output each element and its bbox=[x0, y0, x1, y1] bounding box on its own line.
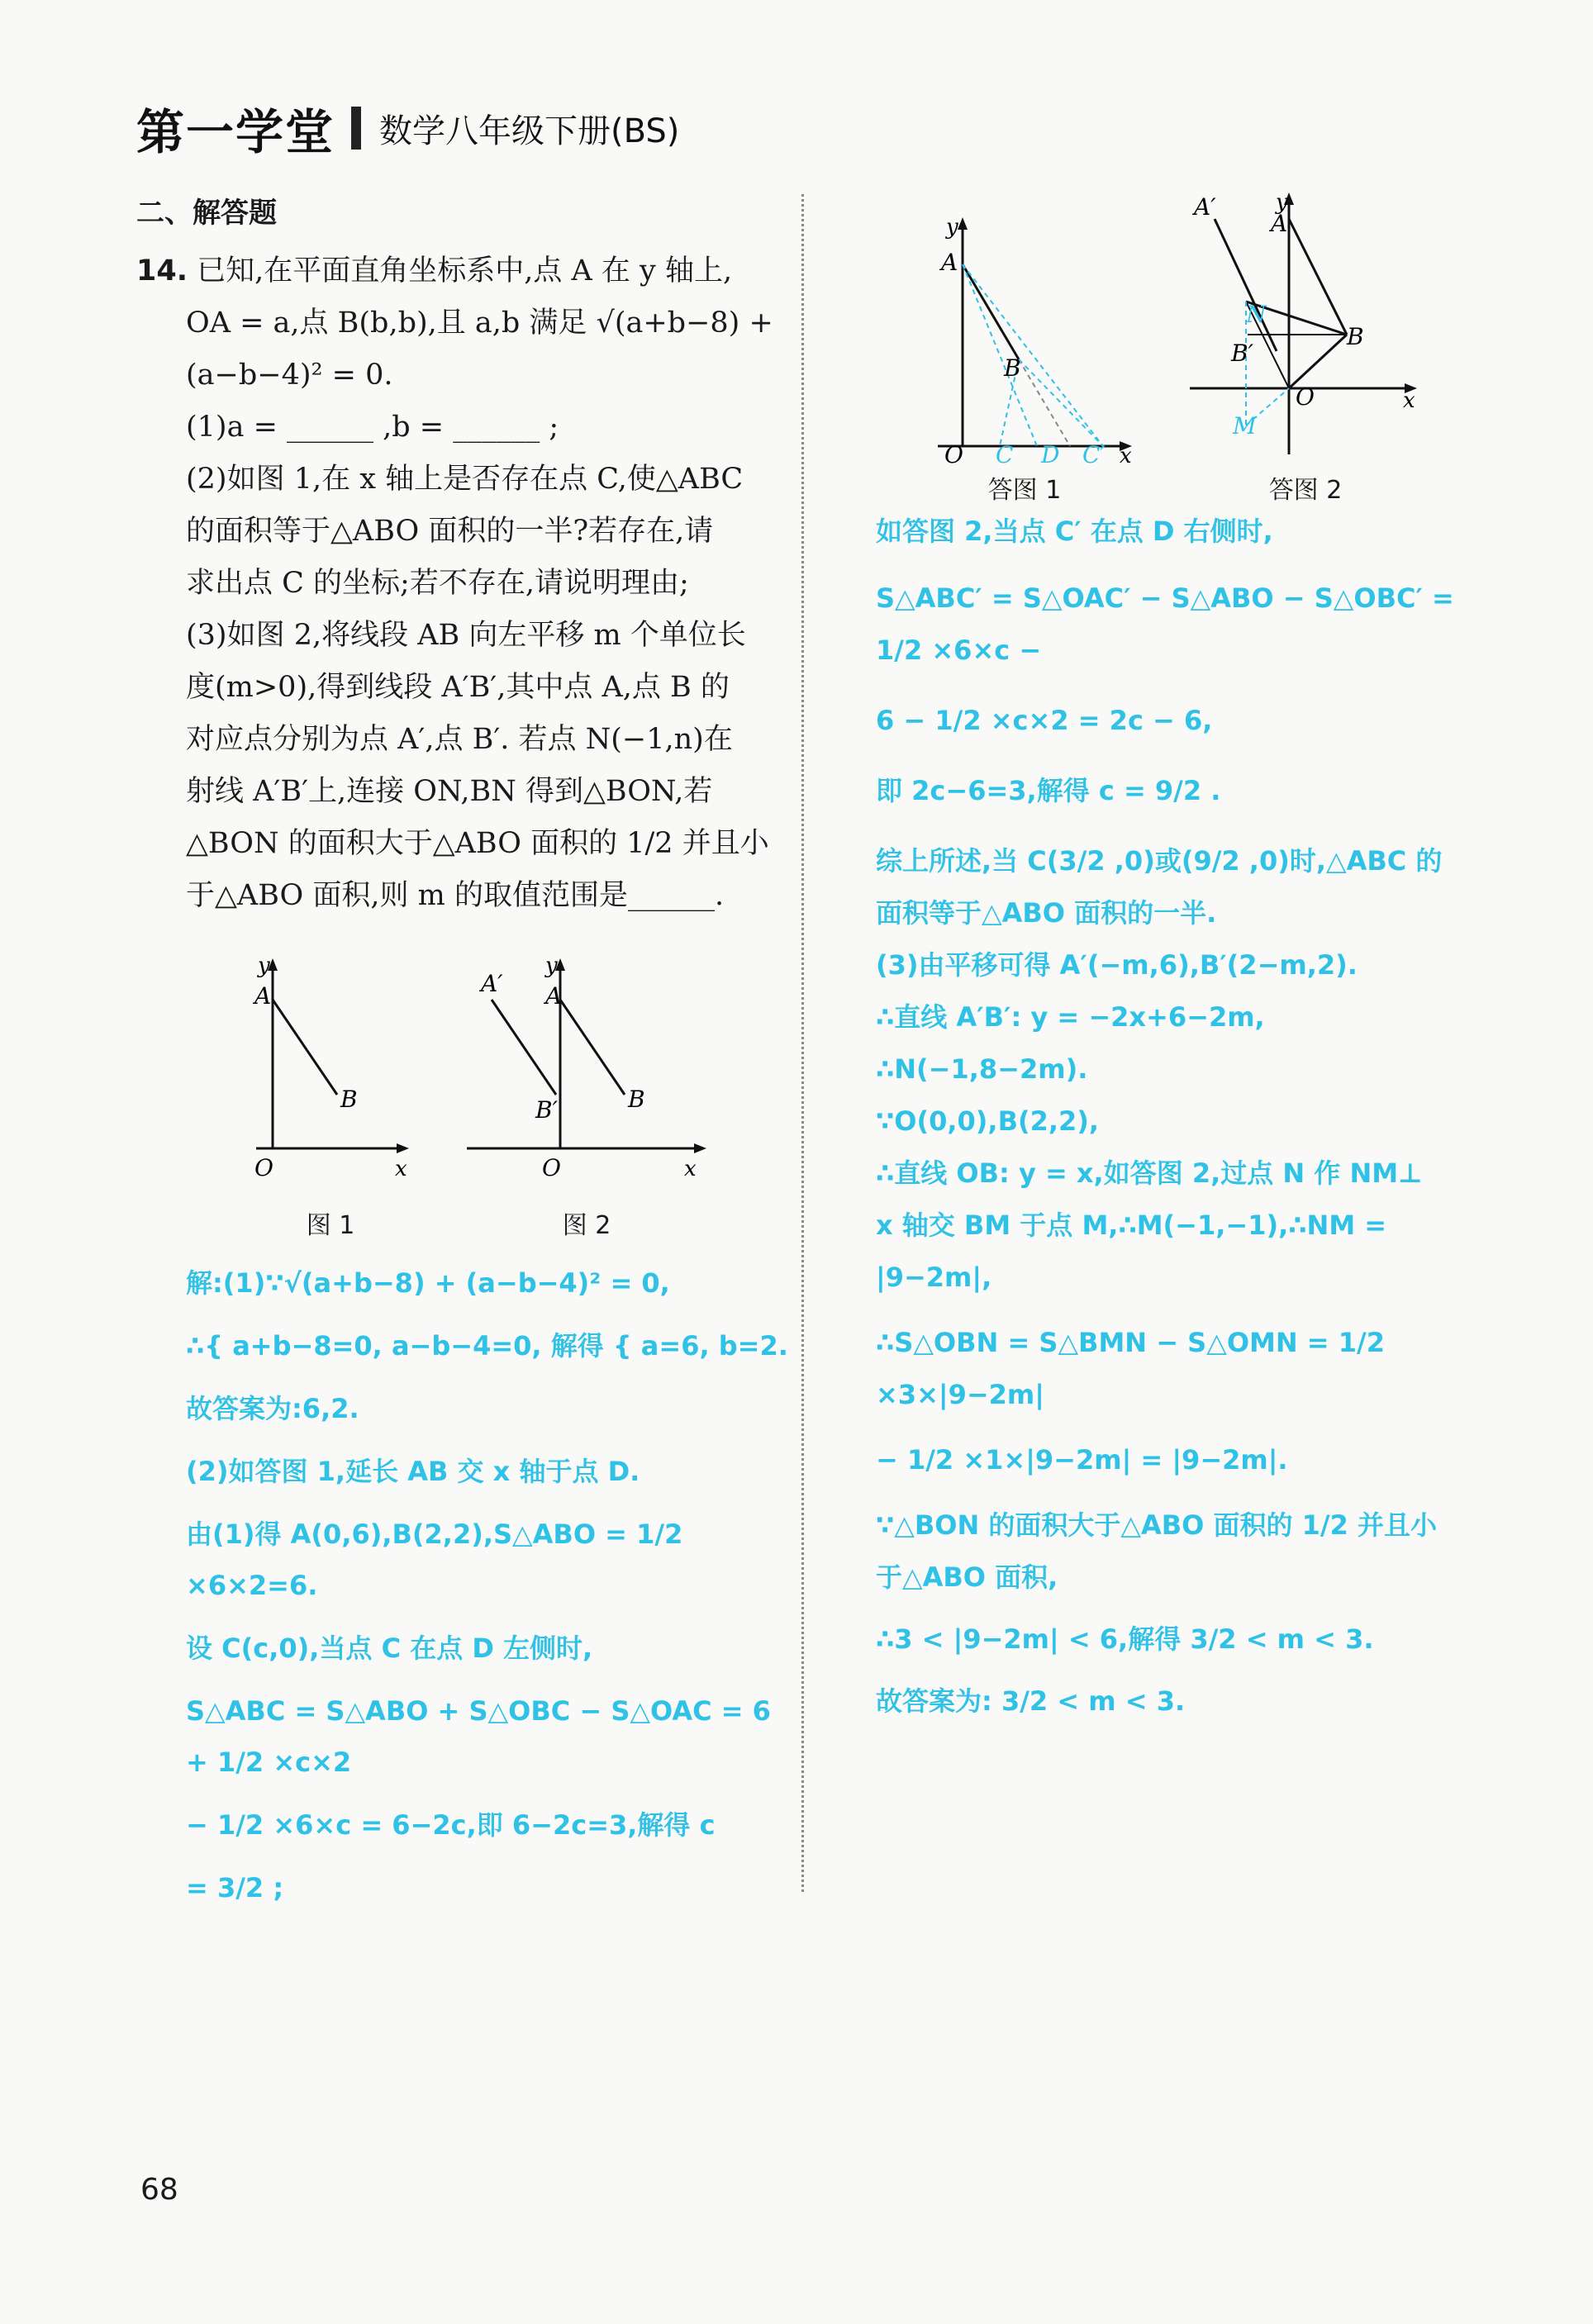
solution-line: = 3/2 ; bbox=[186, 1872, 284, 1903]
point-a-prime-label: A′ bbox=[481, 970, 503, 997]
origin-label: O bbox=[944, 441, 963, 467]
solution-left bbox=[186, 1257, 789, 1925]
figure-2 bbox=[463, 954, 711, 1194]
problem-line: 的面积等于△ABO 面积的一半?若存在,请 bbox=[186, 515, 714, 548]
solution-line: (3)由平移可得 A′(−m,6),B′(2−m,2). bbox=[876, 949, 1358, 981]
answer-figure-1-caption: 答图 1 bbox=[987, 476, 1062, 505]
solution-line: ∴{ a+b−8=0, a−b−4=0, 解得 { a=6, b=2. bbox=[186, 1330, 788, 1362]
solution-line: 综上所述,当 C(3/2 ,0)或(9/2 ,0)时,△ABC 的 bbox=[876, 845, 1443, 877]
solution-line: ∵O(0,0),B(2,2), bbox=[876, 1105, 1100, 1137]
figure-2-caption: 图 2 bbox=[562, 1211, 611, 1240]
problem-line: △BON 的面积大于△ABO 面积的 1/2 并且小 bbox=[186, 827, 769, 860]
x-axis-label: x bbox=[684, 1157, 697, 1181]
problem-line: (3)如图 2,将线段 AB 向左平移 m 个单位长 bbox=[186, 619, 746, 652]
figure-1 bbox=[248, 954, 413, 1194]
solution-line: 即 2c−6=3,解得 c = 9/2 . bbox=[876, 775, 1221, 806]
problem-line: 度(m>0),得到线段 A′B′,其中点 A,点 B 的 bbox=[186, 671, 730, 704]
brand-title: 第一学堂 bbox=[136, 104, 335, 160]
x-axis-label: x bbox=[395, 1157, 407, 1181]
left-column bbox=[136, 190, 781, 922]
x-axis-label: x bbox=[1403, 388, 1415, 413]
point-b-prime-label: B′ bbox=[1231, 340, 1253, 367]
solution-line: S△ABC = S△ABO + S△OBC − S△OAC = 6 + 1/2 ×c×2 bbox=[186, 1695, 771, 1778]
problem-line: 对应点分别为点 A′,点 B′. 若点 N(−1,n)在 bbox=[186, 723, 733, 756]
answer-figure-2 bbox=[1182, 186, 1429, 459]
solution-line: 由(1)得 A(0,6),B(2,2),S△ABO = 1/2 ×6×2=6. bbox=[186, 1518, 683, 1601]
point-a-label: A bbox=[1271, 210, 1288, 237]
solution-line: 解:(1)∵√(a+b−8) + (a−b−4)² = 0, bbox=[186, 1267, 670, 1299]
solution-line: 故答案为:6,2. bbox=[186, 1393, 359, 1424]
point-n-label: N bbox=[1246, 301, 1267, 328]
point-b-label: B bbox=[1004, 354, 1021, 382]
x-axis-label: x bbox=[1120, 444, 1132, 467]
solution-line: 故答案为: 3/2 < m < 3. bbox=[876, 1685, 1186, 1717]
answer-figure-1 bbox=[905, 211, 1136, 467]
solution-line: 面积等于△ABO 面积的一半. bbox=[876, 897, 1217, 929]
problem-line: OA = a,点 B(b,b),且 a,b 满足 √(a+b−8) + bbox=[186, 307, 773, 340]
solution-line: ∴N(−1,8−2m). bbox=[876, 1053, 1088, 1085]
problem-line: (1)a = ______ ,b = ______ ; bbox=[186, 411, 559, 444]
solution-line: 于△ABO 面积, bbox=[876, 1561, 1058, 1593]
origin-label: O bbox=[542, 1154, 561, 1181]
book-title: 数学八年级下册(BS) bbox=[379, 112, 680, 150]
point-b-label: B bbox=[340, 1086, 358, 1113]
problem-line: 求出点 C 的坐标;若不存在,请说明理由; bbox=[186, 567, 689, 600]
problem-line: (2)如图 1,在 x 轴上是否存在点 C,使△ABC bbox=[186, 463, 744, 496]
y-axis-label: y bbox=[1276, 190, 1288, 215]
point-d-label: D bbox=[1041, 441, 1060, 467]
y-axis-label: y bbox=[545, 954, 558, 978]
point-a-label: A bbox=[545, 982, 563, 1010]
solution-line: ∴直线 OB: y = x,如答图 2,过点 N 作 NM⊥ bbox=[876, 1157, 1423, 1189]
point-b-prime-label: B′ bbox=[535, 1096, 558, 1124]
solution-line: − 1/2 ×6×c = 6−2c,即 6−2c=3,解得 c bbox=[186, 1809, 716, 1841]
solution-line: ∴直线 A′B′: y = −2x+6−2m, bbox=[876, 1001, 1265, 1033]
page-header bbox=[136, 95, 679, 161]
y-axis-label: y bbox=[946, 215, 958, 240]
solution-right bbox=[876, 506, 1471, 1728]
problem-line: (a−b−4)² = 0. bbox=[186, 359, 393, 392]
solution-line: 如答图 2,当点 C′ 在点 D 右侧时, bbox=[876, 516, 1273, 547]
figure-1-caption: 图 1 bbox=[306, 1211, 355, 1240]
y-axis-label: y bbox=[258, 954, 270, 978]
point-c-prime-label: C′ bbox=[1082, 441, 1106, 467]
origin-label: O bbox=[1296, 383, 1315, 411]
problem-line: 于△ABO 面积,则 m 的取值范围是______. bbox=[186, 879, 725, 912]
point-b-label: B bbox=[1347, 323, 1364, 350]
answer-figure-2-caption: 答图 2 bbox=[1268, 476, 1343, 505]
column-divider bbox=[801, 194, 804, 1892]
solution-line: 设 C(c,0),当点 C 在点 D 左侧时, bbox=[186, 1633, 593, 1664]
point-b-label: B bbox=[628, 1086, 645, 1113]
point-a-label: A bbox=[254, 982, 272, 1010]
point-a-prime-label: A′ bbox=[1194, 193, 1216, 221]
solution-line: x 轴交 BM 于点 M,∴M(−1,−1),∴NM = bbox=[876, 1210, 1387, 1241]
point-a-label: A bbox=[941, 249, 958, 276]
section-title: 二、解答题 bbox=[136, 197, 277, 230]
point-m-label: M bbox=[1233, 412, 1257, 440]
point-c-label: C bbox=[996, 441, 1014, 467]
problem-number: 14. bbox=[136, 254, 188, 288]
problem-line: 已知,在平面直角坐标系中,点 A 在 y 轴上, bbox=[197, 254, 733, 288]
solution-line: ∴S△OBN = S△BMN − S△OMN = 1/2 ×3×|9−2m| bbox=[876, 1327, 1385, 1410]
solution-line: (2)如答图 1,延长 AB 交 x 轴于点 D. bbox=[186, 1456, 640, 1487]
solution-line: 6 − 1/2 ×c×2 = 2c − 6, bbox=[876, 705, 1213, 736]
solution-line: |9−2m|, bbox=[876, 1262, 992, 1293]
solution-line: S△ABC′ = S△OAC′ − S△ABO − S△OBC′ = 1/2 ×6×c − bbox=[876, 582, 1454, 666]
page-number: 68 bbox=[140, 2173, 178, 2207]
origin-label: O bbox=[254, 1154, 273, 1181]
solution-line: ∵△BON 的面积大于△ABO 面积的 1/2 并且小 bbox=[876, 1509, 1438, 1541]
solution-line: ∴3 < |9−2m| < 6,解得 3/2 < m < 3. bbox=[876, 1623, 1374, 1655]
solution-line: − 1/2 ×1×|9−2m| = |9−2m|. bbox=[876, 1444, 1288, 1476]
header-separator bbox=[351, 107, 361, 150]
problem-line: 射线 A′B′上,连接 ON,BN 得到△BON,若 bbox=[186, 775, 713, 808]
problem-14 bbox=[136, 245, 781, 922]
